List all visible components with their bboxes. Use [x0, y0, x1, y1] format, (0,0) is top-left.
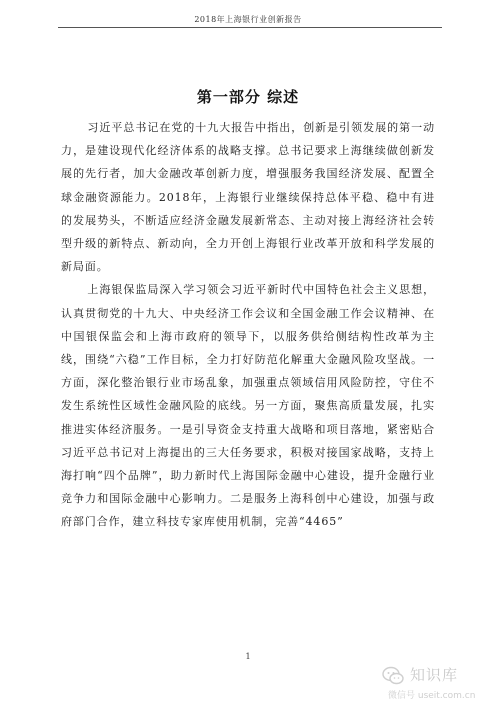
wechat-icon [382, 665, 404, 687]
watermark [380, 662, 486, 702]
page-number: 1 [245, 652, 251, 661]
paragraph-regulator: 上海银保监局深入学习领会习近平新时代中国特色社会主义思想，认真贯彻党的十九大、中央经济工作会议和全国金融工作会议精神、在中国银保监会和上海市政府的领导下，以服务供给侧结构性改革为主线，围绕“六稳”工作目标，全力打好防范化解重大金融风险攻坚战。一方面，深化整治银行业市场乱象，加强重点领域信用风险防控，守住不发生系统性区域性金融风险的底线。另一方面，聚焦高质量发展，扎实推进实体经济服务。一是引导资金支持重大战略和项目落地，紧密贴合习近平总书记对上海提出的三大任务要求，积极对接国家战略，支持上海打响“四个品牌”，助力新时代上海国际金融中心建设，提升金融行业竞争力和国际金融中心影响力。二是服务上海科创中心建设，加强与政府部门合作，建立科技专家库使用机制，完善“4465” [61, 283, 435, 529]
section-title: 第一部分 综述 [196, 88, 300, 107]
header-divider [58, 27, 442, 28]
paragraph-intro: 习近平总书记在党的十九大报告中指出，创新是引领发展的第一动力，是建设现代化经济体系的战略支撑。总书记要求上海继续做创新发展的先行者，加大金融改革创新力度，增强服务我国经济发展、配置全球金融资源能力。2018年，上海银行业继续保持总体平稳、稳中有进的发展势头，不断适应经济金融发展新常态、主动对接上海经济社会转型升级的新特点、新动向，全力开创上海银行业改革开放和科学发展的新局面。 [61, 121, 435, 274]
watermark-account: 微信号 useit.com.cn [388, 691, 476, 701]
running-header: 2018年上海银行业创新报告 [194, 15, 302, 24]
body-text [61, 116, 435, 534]
watermark-brand: 知识库 [410, 666, 459, 684]
